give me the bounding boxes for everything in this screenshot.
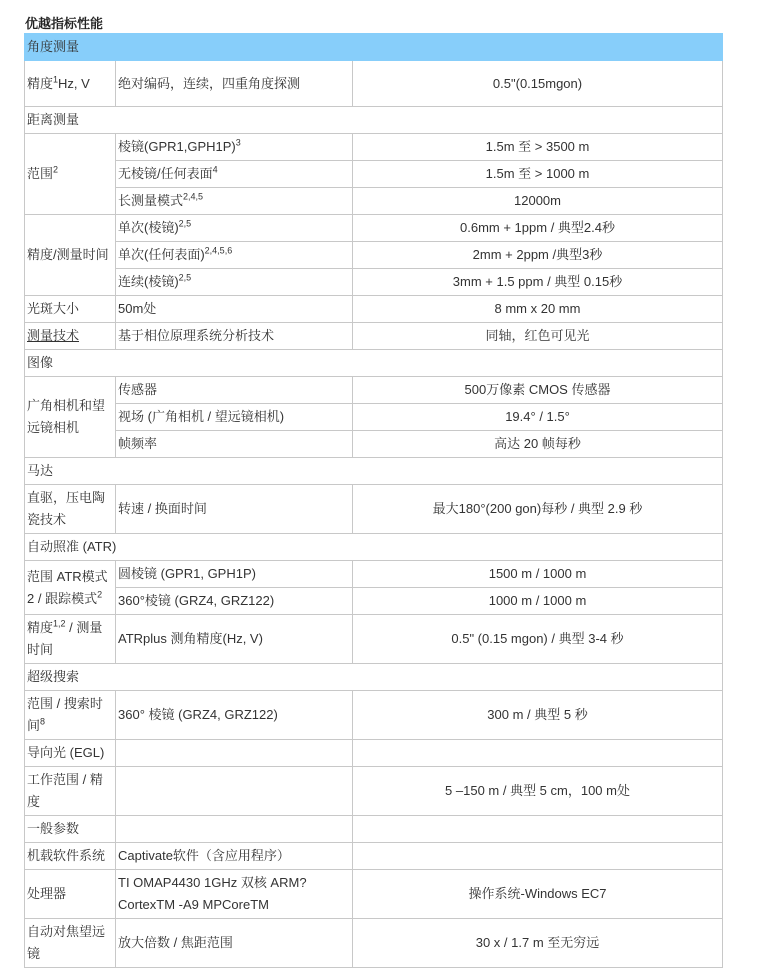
spec-table: [24, 33, 723, 968]
section-row-motor: [25, 458, 723, 485]
spec-condition: 帧频率: [116, 431, 353, 458]
spec-label: 自动对焦望远镜: [25, 919, 116, 968]
spec-condition: ATRplus 测角精度(Hz, V): [116, 615, 353, 664]
spec-condition: 基于相位原理系统分析技术: [116, 323, 353, 350]
table-row: [25, 377, 723, 404]
spec-condition: [116, 767, 353, 816]
section-title: 自动照准 (ATR): [25, 534, 723, 561]
empty-cell: [116, 816, 353, 843]
table-row: [25, 691, 723, 740]
spec-condition: 单次(任何表面)$^{2,4,5,6}$: [116, 242, 353, 269]
spec-value: 操作系统-Windows EC7: [353, 870, 723, 919]
table-row: [25, 161, 723, 188]
section-row-angle: [25, 34, 723, 61]
spec-condition: 棱镜$(GPR1,GPH1P)^3$: [116, 134, 353, 161]
table-row: [25, 269, 723, 296]
spec-condition: 绝对编码，连续，四重角度探测: [116, 61, 353, 107]
spec-label: [25, 323, 116, 350]
spec-value: 300 m / 典型 5 秒: [353, 691, 723, 740]
table-row: [25, 740, 723, 767]
section-row-general: [25, 816, 723, 843]
spec-value: 1.5m 至 > 3500 m: [353, 134, 723, 161]
section-row-powersearch: [25, 664, 723, 691]
table-row: [25, 615, 723, 664]
section-row-imaging: [25, 350, 723, 377]
empty-cell: [353, 816, 723, 843]
spec-condition: 360° 棱镜 (GRZ4, GRZ122): [116, 691, 353, 740]
spec-value: 8 mm x 20 mm: [353, 296, 723, 323]
table-row: [25, 485, 723, 534]
table-row: [25, 404, 723, 431]
section-row-distance: [25, 107, 723, 134]
spec-label: 精度/测量时间: [25, 215, 116, 296]
spec-condition: 360°棱镜 (GRZ4, GRZ122): [116, 588, 353, 615]
spec-label: 广角相机和望远镜相机: [25, 377, 116, 458]
spec-value: 1.5m 至 > 1000 m: [353, 161, 723, 188]
spec-condition: [116, 740, 353, 767]
spec-label: 机载软件系统: [25, 843, 116, 870]
spec-value: 1000 m / 1000 m: [353, 588, 723, 615]
spec-value: 5 –150 m / 典型 5 cm，100 m处: [353, 767, 723, 816]
spec-value: 2mm + 2ppm /典型3秒: [353, 242, 723, 269]
spec-label: 范围$^2$: [25, 134, 116, 215]
table-row: [25, 134, 723, 161]
spec-label: 处理器: [25, 870, 116, 919]
spec-condition: 传感器: [116, 377, 353, 404]
table-row: [25, 767, 723, 816]
spec-value: 同轴，红色可见光: [353, 323, 723, 350]
spec-label: 范围 ATR模式 2 / 跟踪模式$^2$: [25, 561, 116, 615]
table-row: [25, 588, 723, 615]
spec-value: [353, 843, 723, 870]
spec-condition: 视场 (广角相机 / 望远镜相机): [116, 404, 353, 431]
section-title: 一般参数: [25, 816, 116, 843]
spec-value: 高达 20 帧每秒: [353, 431, 723, 458]
section-title: 距离测量: [25, 107, 723, 134]
table-row: [25, 61, 723, 107]
table-row: [25, 870, 723, 919]
spec-value: 3mm + 1.5 ppm / 典型 0.15秒: [353, 269, 723, 296]
spec-value: 19.4° / 1.5°: [353, 404, 723, 431]
spec-value: 最大180°(200 gon)每秒 / 典型 2.9 秒: [353, 485, 723, 534]
spec-condition: 放大倍数 / 焦距范围: [116, 919, 353, 968]
spec-value: 0.5"(0.15mgon): [353, 61, 723, 107]
table-row: [25, 296, 723, 323]
spec-condition: TI OMAP4430 1GHz 双核 ARM? CortexTM -A9 MPCoreTM: [116, 870, 353, 919]
table-row: [25, 431, 723, 458]
section-title: 角度测量: [25, 34, 723, 61]
table-row: [25, 561, 723, 588]
spec-label: 精度$^1$Hz, V: [25, 61, 116, 107]
spec-condition: 无棱镜/任何表面$^4$: [116, 161, 353, 188]
spec-value: 0.5" (0.15 mgon) / 典型 3-4 秒: [353, 615, 723, 664]
section-title: 图像: [25, 350, 723, 377]
page-title: 优越指标性能: [25, 16, 104, 31]
spec-condition: 转速 / 换面时间: [116, 485, 353, 534]
spec-label: 直驱，压电陶瓷技术: [25, 485, 116, 534]
table-row: [25, 843, 723, 870]
spec-value: 30 x / 1.7 m 至无穷远: [353, 919, 723, 968]
spec-label: 光斑大小: [25, 296, 116, 323]
spec-value: 500万像素 CMOS 传感器: [353, 377, 723, 404]
spec-value: 0.6mm + 1ppm / 典型2.4秒: [353, 215, 723, 242]
spec-condition: 圆棱镜 (GPR1, GPH1P): [116, 561, 353, 588]
spec-condition: Captivate软件（含应用程序）: [116, 843, 353, 870]
spec-label: 工作范围 / 精度: [25, 767, 116, 816]
spec-condition: 50m处: [116, 296, 353, 323]
table-row: [25, 323, 723, 350]
spec-condition: 长测量模式$^{2,4,5}$: [116, 188, 353, 215]
section-title: 马达: [25, 458, 723, 485]
spec-value: 1500 m / 1000 m: [353, 561, 723, 588]
spec-label-link[interactable]: 测量技术: [27, 328, 80, 343]
table-row: [25, 919, 723, 968]
spec-value: [353, 740, 723, 767]
section-title: 超级搜索: [25, 664, 723, 691]
spec-condition: 连续(棱镜)$^{2,5}$: [116, 269, 353, 296]
spec-condition: 单次(棱镜)$^{2,5}$: [116, 215, 353, 242]
table-row: [25, 215, 723, 242]
section-row-atr: [25, 534, 723, 561]
table-row: [25, 188, 723, 215]
spec-label: 精度$^{1,2}$ / 测量时间: [25, 615, 116, 664]
spec-label: 导向光 (EGL): [25, 740, 116, 767]
table-row: [25, 242, 723, 269]
spec-value: 12000m: [353, 188, 723, 215]
spec-label: 范围 / 搜索时间$^8$: [25, 691, 116, 740]
